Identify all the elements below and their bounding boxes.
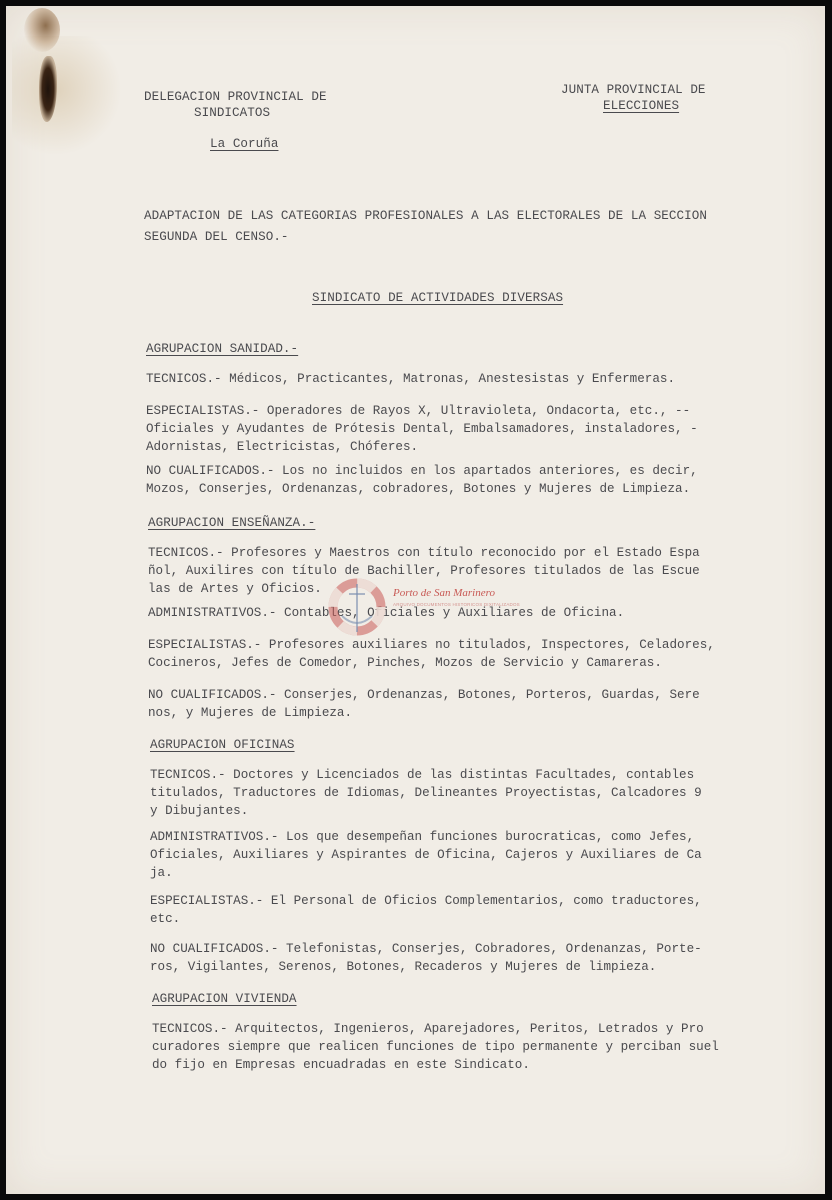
paragraph-sanidad-no-cualificados: [146, 462, 698, 498]
text-line: TECNICOS.- Doctores y Licenciados de las distintas Facultades, contables: [150, 768, 695, 782]
section-heading-vivienda: AGRUPACION VIVIENDA: [152, 992, 297, 1006]
text-line: ros, Vigilantes, Serenos, Botones, Recaderos y Mujeres de limpieza.: [150, 960, 657, 974]
paragraph-sanidad-especialistas: [146, 402, 698, 456]
text-line: NO CUALIFICADOS.- Telefonistas, Conserjes, Cobradores, Ordenanzas, Porte-: [150, 942, 702, 956]
text-line: Mozos, Conserjes, Ordenanzas, cobradores, Botones y Mujeres de Limpieza.: [146, 482, 691, 496]
text-line: Oficiales, Auxiliares y Aspirantes de Oficina, Cajeros y Auxiliares de Ca: [150, 848, 702, 862]
text-line: ESPECIALISTAS.- Profesores auxiliares no titulados, Inspectores, Celadores,: [148, 638, 715, 652]
watermark-name: Porto de San Marinero: [393, 587, 495, 599]
text-line: curadores siempre que realicen funciones de tipo permanente y perciban suel: [152, 1040, 719, 1054]
text-line: nos, y Mujeres de Limpieza.: [148, 706, 353, 720]
section-heading-sanidad: AGRUPACION SANIDAD.-: [146, 342, 299, 356]
paragraph-ensenanza-especialistas: [148, 636, 715, 672]
text-line: titulados, Traductores de Idiomas, Delineantes Proyectistas, Calcadores 9: [150, 786, 702, 800]
text-line: Oficiales y Ayudantes de Prótesis Dental, Embalsamadores, instaladores, -: [146, 422, 698, 436]
text-line: ja.: [150, 866, 173, 880]
text-line: TECNICOS.- Profesores y Maestros con título reconocido por el Estado Espa: [148, 546, 700, 560]
text-line: TECNICOS.- Arquitectos, Ingenieros, Aparejadores, Peritos, Letrados y Pro: [152, 1022, 704, 1036]
document-page: [6, 6, 825, 1194]
header-left-line1: DELEGACION PROVINCIAL DE: [144, 90, 327, 104]
header-right-line1: JUNTA PROVINCIAL DE: [561, 83, 706, 97]
text-line: etc.: [150, 912, 181, 926]
text-line: do fijo en Empresas encuadradas en este Sindicato.: [152, 1058, 530, 1072]
text-line: y Dibujantes.: [150, 804, 249, 818]
section-heading-ensenanza: AGRUPACION ENSEÑANZA.-: [148, 516, 316, 530]
watermark-subtitle: ARQUIVO DOCUMENTOS HISTORICOS DIXITALIZADOS: [393, 602, 520, 607]
title-line2: SEGUNDA DEL CENSO.-: [144, 230, 289, 244]
section-heading-oficinas: AGRUPACION OFICINAS: [150, 738, 295, 752]
paragraph-sanidad-tecnicos: [146, 370, 675, 388]
title-line1: ADAPTACION DE LAS CATEGORIAS PROFESIONALES A LAS ELECTORALES DE LA SECCION: [144, 209, 707, 223]
text-line: Adornistas, Electricistas, Chóferes.: [146, 440, 419, 454]
text-line: las de Artes y Oficios.: [148, 582, 322, 596]
paragraph-vivienda-tecnicos: [152, 1020, 719, 1074]
header-right-line2: ELECCIONES: [603, 99, 680, 113]
paper-stain: [12, 36, 122, 156]
paragraph-oficinas-administrativos: [150, 828, 702, 882]
paragraph-oficinas-no-cualificados: [150, 940, 702, 976]
header-city: La Coruña: [210, 137, 279, 151]
burn-mark: [24, 8, 60, 52]
text-line: Cocineros, Jefes de Comedor, Pinches, Mozos de Servicio y Camareras.: [148, 656, 662, 670]
paragraph-oficinas-tecnicos: [150, 766, 702, 820]
header-left-line2: SINDICATOS: [194, 106, 271, 120]
text-line: NO CUALIFICADOS.- Los no incluidos en los apartados anteriores, es decir,: [146, 464, 698, 478]
text-line: ADMINISTRATIVOS.- Contables, Oficiales y Auxiliares de Oficina.: [148, 606, 625, 620]
text-line: ñol, Auxilires con título de Bachiller, Profesores titulados de las Escue: [148, 564, 700, 578]
syndicate-heading: SINDICATO DE ACTIVIDADES DIVERSAS: [312, 291, 564, 305]
paragraph-oficinas-especialistas: [150, 892, 702, 928]
text-line: ESPECIALISTAS.- Operadores de Rayos X, Ultravioleta, Ondacorta, etc., --: [146, 404, 691, 418]
paragraph-ensenanza-no-cualificados: [148, 686, 700, 722]
watermark-lifebuoy-icon: [324, 574, 390, 640]
text-line: NO CUALIFICADOS.- Conserjes, Ordenanzas, Botones, Porteros, Guardas, Sere: [148, 688, 700, 702]
text-line: ADMINISTRATIVOS.- Los que desempeñan funciones burocraticas, como Jefes,: [150, 830, 695, 844]
text-line: TECNICOS.- Médicos, Practicantes, Matronas, Anestesistas y Enfermeras.: [146, 372, 676, 386]
text-line: ESPECIALISTAS.- El Personal de Oficios Complementarios, como traductores,: [150, 894, 702, 908]
